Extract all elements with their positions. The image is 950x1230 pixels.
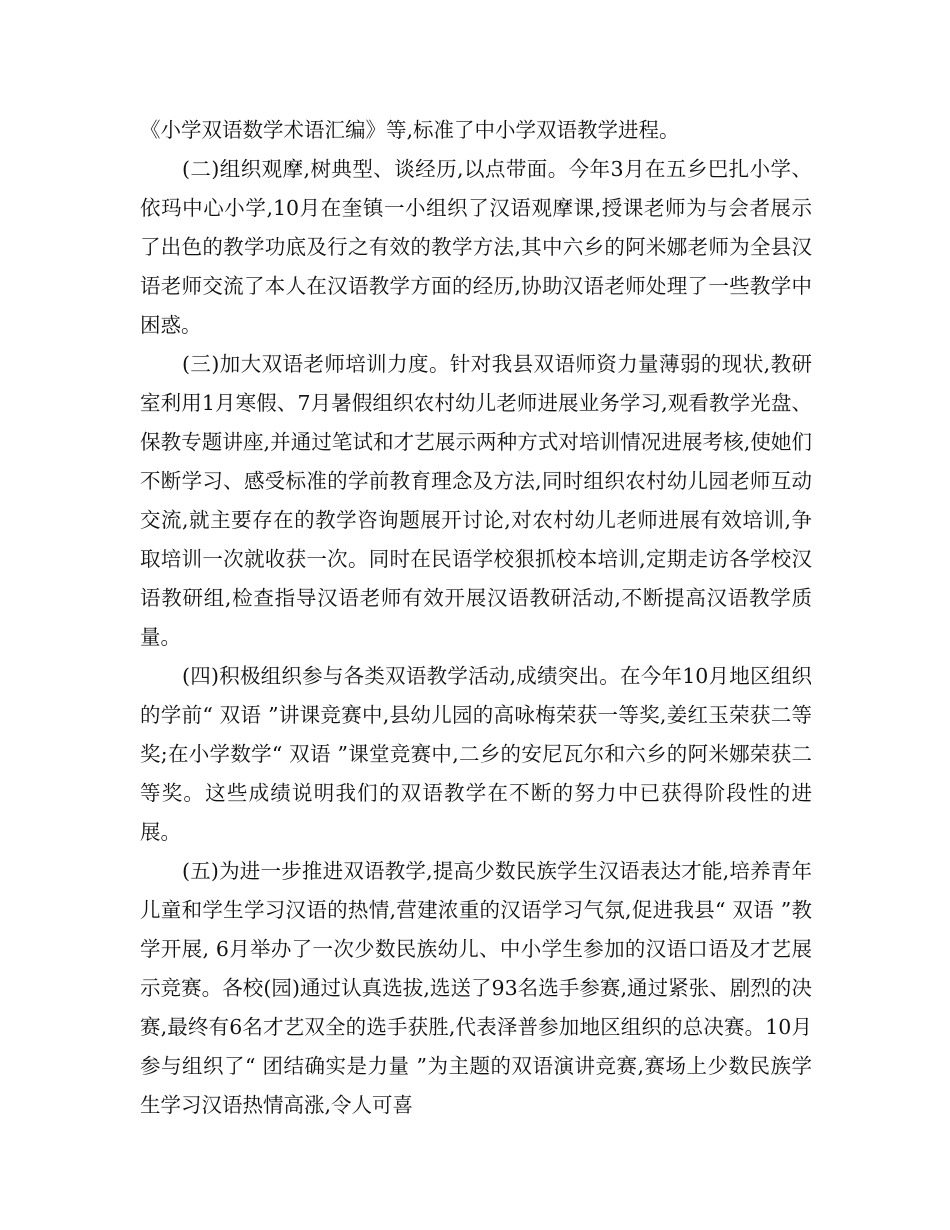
paragraph-section-4: (四)积极组织参与各类双语教学活动,成绩突出。在今年10月地区组织的学前“ 双语 ”讲课竞赛中,县幼儿园的高咏梅荣获一等奖,姜红玉荣获二等奖;在小学数学“ 双语 ”课堂竞赛中,二乡的安尼瓦尔和六乡的阿米娜荣获二等奖。这些成绩说明我们的双语教学在不断的努力中已获得阶段性的进展。 — [140, 664, 812, 844]
paragraph-continuation: 《小学双语数学术语汇编》等,标准了中小学双语教学进程。 — [140, 118, 680, 142]
paragraph-section-2: (二)组织观摩,树典型、谈经历,以点带面。今年3月在五乡巴扎小学、依玛中心小学,10月在奎镇一小组织了汉语观摩课,授课老师为与会者展示了出色的教学功底及行之有效的教学方法,其中六乡的阿米娜老师为全县汉语老师交流了本人在汉语教学方面的经历,协助汉语老师处理了一些教学中困惑。 — [140, 157, 812, 337]
paragraph-section-5: (五)为进一步推进双语教学,提高少数民族学生汉语表达才能,培养青年儿童和学生学习汉语的热情,营建浓重的汉语学习气氛,促进我县“ 双语 ”教学开展, 6月举办了一次少数民族幼儿、中小学生参加的汉语口语及才艺展示竞赛。各校(园)通过认真选拔,选送了93名选手参赛,通过紧张、剧烈的决赛,最终有6名才艺双全的选手获胜,代表泽普参加地区组织的总决赛。10月参与组织了“ 团结确实是力量 ”为主题的双语演讲竞赛,赛场上少数民族学生学习汉语热情高涨,令人可喜 — [140, 859, 812, 1117]
paragraph-section-3: (三)加大双语老师培训力度。针对我县双语师资力量薄弱的现状,教研室利用1月寒假、7月暑假组织农村幼儿老师进展业务学习,观看教学光盘、保教专题讲座,并通过笔试和才艺展示两种方式对培训情况进展考核,使她们不断学习、感受标准的学前教育理念及方法,同时组织农村幼儿园老师互动交流,就主要存在的教学咨询题展开讨论,对农村幼儿老师进展有效培训,争取培训一次就收获一次。同时在民语学校狠抓校本培训,定期走访各学校汉语教研组,检查指导汉语老师有效开展汉语教研活动,不断提高汉语教学质量。 — [140, 352, 812, 649]
body-text — [140, 111, 812, 1125]
